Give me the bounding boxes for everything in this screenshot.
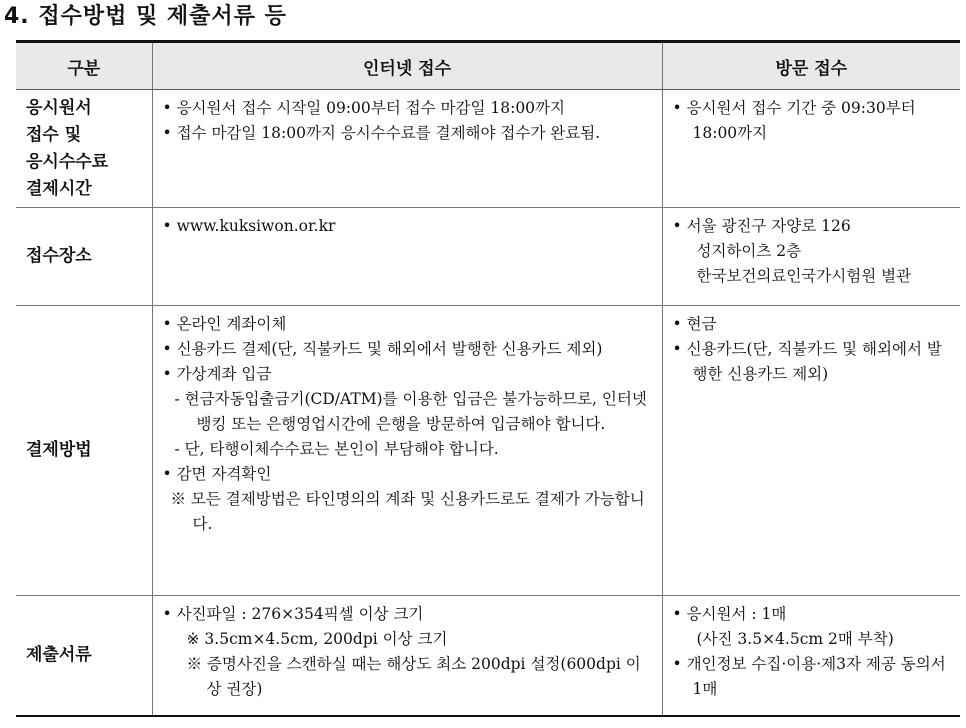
section-title: 4. 접수방법 및 제출서류 등 — [4, 4, 287, 29]
list-item: • 사진파일 : 276×354픽셀 이상 크기 — [162, 605, 424, 623]
row-label-application-time — [16, 90, 152, 208]
table-row — [16, 90, 960, 208]
label-line: 응시원서 — [26, 97, 92, 118]
list-item-continuation: 성지하이츠 2층 — [696, 242, 802, 260]
cell-visit — [662, 596, 960, 716]
list-item: • 응시원서 : 1매 — [672, 605, 787, 623]
submission-table — [16, 40, 960, 717]
cell-visit — [662, 306, 960, 596]
list-item: • 현금 — [672, 315, 717, 333]
list-item: • 응시원서 접수 시작일 09:00부터 접수 마감일 18:00까지 — [162, 99, 565, 117]
cell-internet — [152, 208, 662, 306]
list-item: • 응시원서 접수 기간 중 09:30부터 18:00까지 — [672, 99, 916, 142]
note-item: ※ 모든 결제방법은 타인명의의 계좌 및 신용카드로도 결제가 가능합니다. — [170, 490, 645, 533]
header-category: 구분 — [16, 42, 152, 90]
row-label-location — [16, 208, 152, 306]
label-line: 결제시간 — [26, 178, 92, 199]
list-item-continuation: (사진 3.5×4.5cm 2매 부착) — [696, 630, 894, 648]
table-header-row — [16, 42, 960, 90]
note-item: ※ 3.5cm×4.5cm, 200dpi 이상 크기 — [186, 630, 448, 648]
table-row — [16, 208, 960, 306]
list-item: • 서울 광진구 자양로 126 — [672, 217, 851, 235]
website-link[interactable]: • www.kuksiwon.or.kr — [162, 217, 336, 235]
label-line: 결제방법 — [26, 440, 92, 460]
cell-internet — [152, 90, 662, 208]
sub-list-item: - 단, 타행이체수수료는 본인이 부담해야 합니다. — [174, 440, 499, 458]
list-item: • 개인정보 수집·이용·제3자 제공 동의서 1매 — [672, 655, 946, 698]
list-item: • 온라인 계좌이체 — [162, 315, 287, 333]
sub-list-item: - 현금자동입출금기(CD/ATM)를 이용한 입금은 불가능하므로, 인터넷 뱅킹 또는 은행영업시간에 은행을 방문하여 입금해야 합니다. — [174, 390, 647, 433]
cell-internet — [152, 596, 662, 716]
row-label-documents — [16, 596, 152, 716]
table-row — [16, 596, 960, 716]
list-item: • 접수 마감일 18:00까지 응시수수료를 결제해야 접수가 완료됨. — [162, 124, 601, 142]
list-item: • 감면 자격확인 — [162, 465, 272, 483]
header-internet: 인터넷 접수 — [152, 42, 662, 90]
list-item: • 신용카드(단, 직불카드 및 해외에서 발행한 신용카드 제외) — [672, 340, 942, 383]
row-label-payment-method — [16, 306, 152, 596]
label-line: 접수 및 — [26, 124, 82, 145]
cell-visit — [662, 90, 960, 208]
list-item-continuation: 한국보건의료인국가시험원 별관 — [696, 267, 912, 285]
label-line: 접수장소 — [26, 246, 92, 266]
header-visit: 방문 접수 — [662, 42, 960, 90]
list-item: • 신용카드 결제(단, 직불카드 및 해외에서 발행한 신용카드 제외) — [162, 340, 603, 358]
table-row — [16, 306, 960, 596]
list-item: • 가상계좌 입금 — [162, 365, 272, 383]
label-line: 제출서류 — [26, 644, 92, 665]
note-item: ※ 증명사진을 스캔하실 때는 해상도 최소 200dpi 설정(600dpi 이상 권장) — [186, 655, 641, 698]
label-line: 응시수수료 — [26, 151, 109, 172]
cell-internet — [152, 306, 662, 596]
cell-visit — [662, 208, 960, 306]
